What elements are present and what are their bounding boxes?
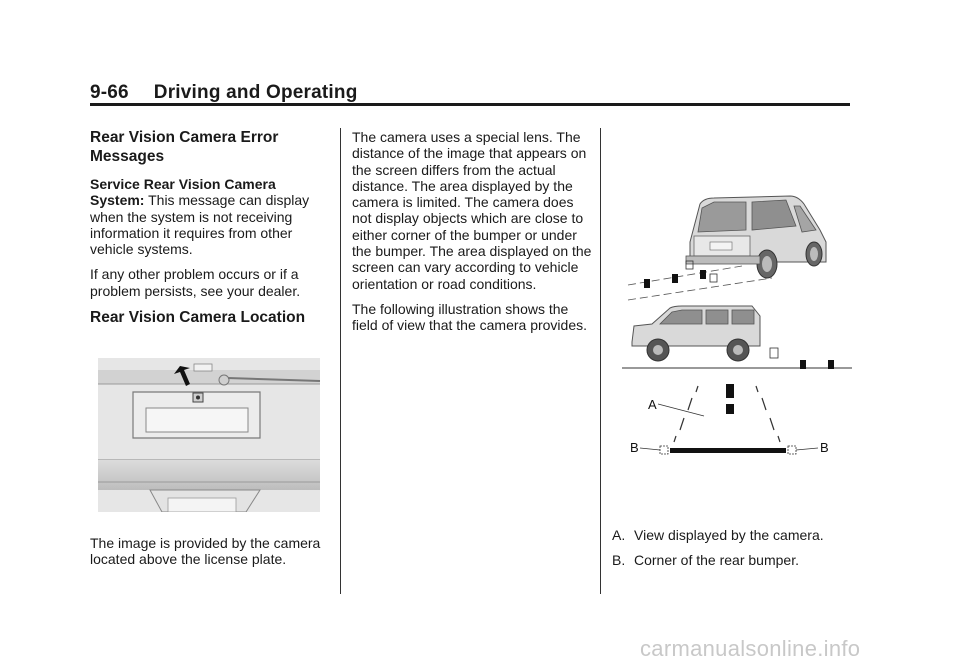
label-a: A (648, 397, 657, 412)
heading-error-messages: Rear Vision Camera Error Messages (90, 129, 279, 165)
caption-b-tag: B. (612, 552, 626, 568)
column-left (90, 128, 330, 337)
column-middle (352, 129, 592, 343)
label-b-right: B (820, 440, 829, 455)
message-label: Service Rear Vision Camera System: (90, 176, 276, 209)
camera-location-illustration (90, 350, 322, 512)
suv-rear-view (686, 196, 826, 278)
section-title: Driving and Operating (153, 82, 358, 103)
legend-captions (612, 527, 852, 577)
heading-camera-location: Rear Vision Camera Location (90, 309, 306, 327)
column-divider-2 (600, 128, 601, 594)
suv-side-view (632, 306, 760, 361)
label-b-left: B (630, 440, 639, 455)
caption-a (612, 527, 852, 543)
caption-a-tag: A. (612, 527, 626, 543)
caption-a-text: View displayed by the camera. (634, 527, 824, 543)
lens-paragraph: The camera uses a special lens. The distance of the image that appears on the screen differs from the actual distance. The area displayed by the camera is limited. The camera does not display objects which are close to either corner of the bumper or under the bumper. The area displayed on the screen can vary according to vehicle orientation or road conditions. (352, 129, 592, 292)
camera-figure-caption: The image is provided by the camera located above the license plate. (90, 535, 321, 568)
page-number: 9-66 (90, 82, 129, 103)
field-of-view-illustration (622, 190, 852, 470)
watermark: carmanualsonline.info (640, 636, 861, 661)
problem-paragraph: If any other problem occurs or if a problem persists, see your dealer. (90, 266, 301, 299)
camera-figure-caption-block (90, 535, 330, 577)
message-text: This message can display when the system is not receiving information it requires from other vehicle systems. (90, 192, 310, 258)
illustration-intro-paragraph: The following illustration shows the field of view that the camera provides. (352, 300, 588, 334)
column-divider-1 (340, 128, 341, 594)
caption-b-text: Corner of the rear bumper. (634, 552, 799, 568)
error-message-paragraph (90, 176, 330, 257)
caption-b (612, 552, 852, 568)
header-rule (90, 103, 850, 106)
